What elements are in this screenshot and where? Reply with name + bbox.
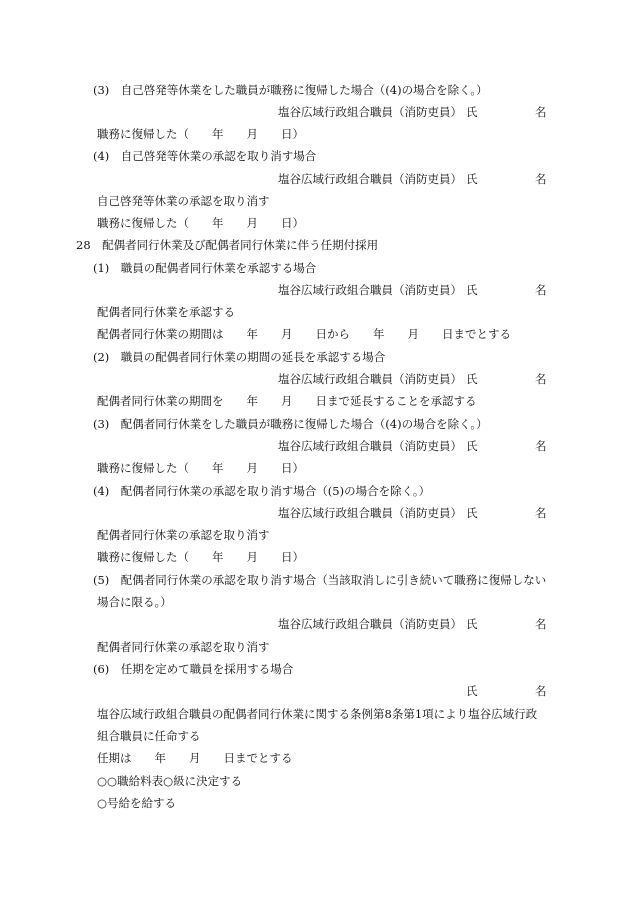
form-text: 配偶者同行休業の承認を取り消す [97, 528, 270, 542]
item-heading: (3) 配偶者同行休業をした職員が職務に復帰した場合（(4)の場合を除く。） [93, 417, 488, 431]
form-text: 塩谷広域行政組合職員の配偶者同行休業に関する条例第8条第1項により塩谷広域行政 [97, 707, 538, 721]
name-label-surname: 氏 [466, 105, 478, 119]
employer-title: 塩谷広域行政組合職員（消防吏員） [278, 105, 462, 119]
name-label-surname: 氏 [466, 684, 478, 698]
name-label-surname: 氏 [466, 372, 478, 386]
name-label-given: 名 [535, 105, 547, 119]
form-text: 配偶者同行休業を承認する [97, 305, 235, 319]
form-text: 自己啓発等休業の承認を取り消す [97, 194, 270, 208]
employer-title: 塩谷広域行政組合職員（消防吏員） [278, 372, 462, 386]
name-label-surname: 氏 [466, 439, 478, 453]
form-text: 職務に復帰した（ 年 月 日） [97, 550, 304, 564]
name-label-given: 名 [535, 172, 547, 186]
form-text: ○○職給料表○級に決定する [97, 774, 243, 788]
name-label-given: 名 [535, 617, 547, 631]
name-label-given: 名 [535, 439, 547, 453]
section-heading: 28 配偶者同行休業及び配偶者同行休業に伴う任期付採用 [76, 238, 379, 252]
form-text: 職務に復帰した（ 年 月 日） [97, 216, 304, 230]
item-heading: (4) 自己啓発等休業の承認を取り消す場合 [93, 149, 317, 163]
employer-title: 塩谷広域行政組合職員（消防吏員） [278, 617, 462, 631]
employer-title: 塩谷広域行政組合職員（消防吏員） [278, 283, 462, 297]
item-heading: (2) 職員の配偶者同行休業の期間の延長を承認する場合 [93, 350, 386, 364]
item-heading: (4) 配偶者同行休業の承認を取り消す場合（(5)の場合を除く。） [93, 484, 431, 498]
employer-title: 塩谷広域行政組合職員（消防吏員） [278, 506, 462, 520]
form-text: 任期は 年 月 日までとする [97, 751, 293, 765]
form-text: 組合職員に任命する [97, 729, 201, 743]
item-heading: (3) 自己啓発等休業をした職員が職務に復帰した場合（(4)の場合を除く。） [93, 83, 488, 97]
item-heading: (5) 配偶者同行休業の承認を取り消す場合（当該取消しに引き続いて職務に復帰しない [93, 573, 547, 587]
item-heading-cont: 場合に限る。） [97, 595, 172, 609]
form-text: 職務に復帰した（ 年 月 日） [97, 127, 304, 141]
name-label-surname: 氏 [466, 172, 478, 186]
employer-title: 塩谷広域行政組合職員（消防吏員） [278, 439, 462, 453]
name-label-surname: 氏 [466, 506, 478, 520]
name-label-given: 名 [535, 506, 547, 520]
form-text: ○号給を給する [97, 796, 177, 810]
name-label-given: 名 [535, 283, 547, 297]
form-text: 配偶者同行休業の承認を取り消す [97, 640, 270, 654]
name-label-given: 名 [535, 372, 547, 386]
name-label-given: 名 [535, 684, 547, 698]
name-label-surname: 氏 [466, 283, 478, 297]
form-text: 配偶者同行休業の期間は 年 月 日から 年 月 日までとする [97, 327, 511, 341]
name-label-surname: 氏 [466, 617, 478, 631]
form-text: 配偶者同行休業の期間を 年 月 日まで延長することを承認する [97, 394, 477, 408]
form-text: 職務に復帰した（ 年 月 日） [97, 461, 304, 475]
employer-title: 塩谷広域行政組合職員（消防吏員） [278, 172, 462, 186]
item-heading: (6) 任期を定めて職員を採用する場合 [93, 662, 294, 676]
item-heading: (1) 職員の配偶者同行休業を承認する場合 [93, 261, 317, 275]
